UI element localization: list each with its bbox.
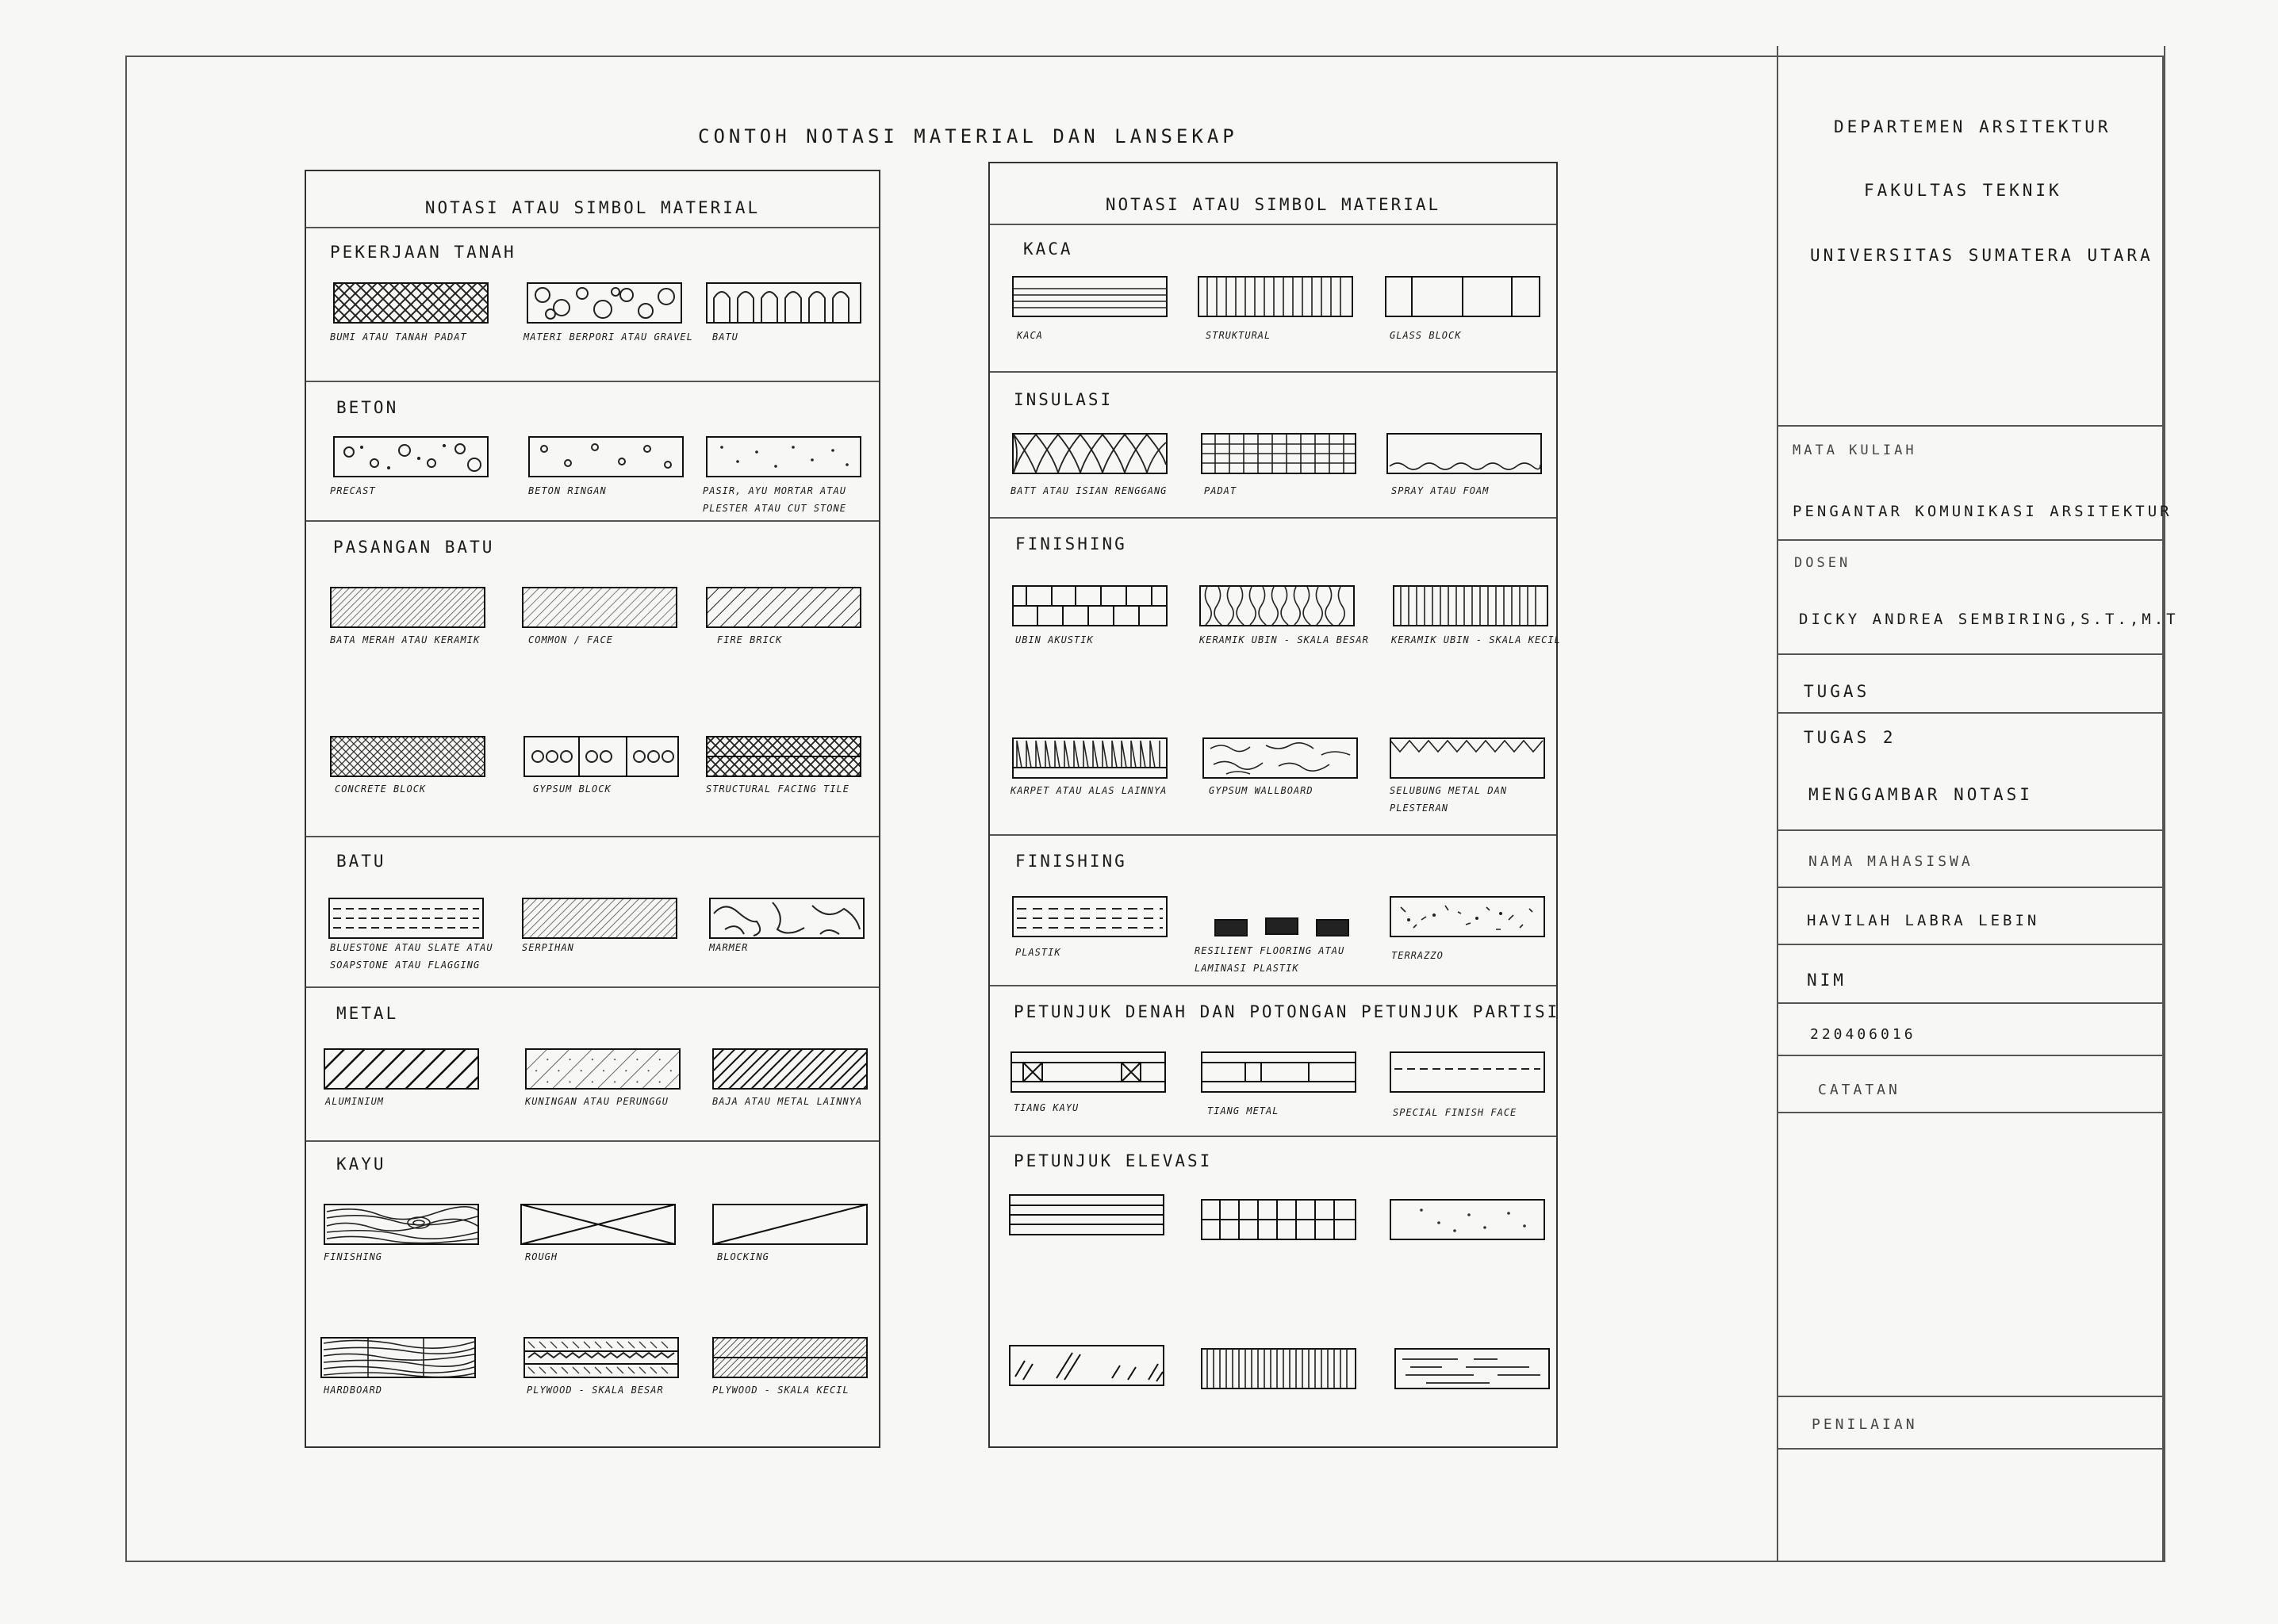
divider bbox=[306, 520, 879, 522]
notes-label: CATATAN bbox=[1818, 1082, 1900, 1098]
section-title-batu: BATU bbox=[336, 852, 386, 871]
university-name: UNIVERSITAS SUMATERA UTARA bbox=[1810, 246, 2153, 265]
swatch-kaca bbox=[1012, 276, 1168, 317]
divider bbox=[1778, 829, 2164, 831]
swatch-rough bbox=[520, 1204, 676, 1245]
swatch-gypsum-block bbox=[523, 736, 679, 777]
divider bbox=[990, 985, 1556, 986]
label-keramik-kecil: KERAMIK UBIN - SKALA KECIL bbox=[1391, 634, 1561, 645]
swatch-elevasi-4 bbox=[1009, 1345, 1164, 1386]
label-structural-facing-tile: STRUCTURAL FACING TILE bbox=[706, 783, 849, 795]
swatch-elevasi-5 bbox=[1201, 1348, 1356, 1389]
swatch-resilient bbox=[1199, 896, 1355, 937]
swatch-tiang-kayu bbox=[1011, 1051, 1166, 1093]
divider bbox=[306, 381, 879, 382]
label-keramik-besar: KERAMIK UBIN - SKALA BESAR bbox=[1199, 634, 1369, 645]
swatch-hardboard bbox=[320, 1337, 476, 1378]
divider bbox=[1778, 539, 2164, 541]
label-terrazzo: TERRAZZO bbox=[1391, 950, 1444, 961]
swatch-beton-ringan bbox=[528, 436, 684, 477]
label-beton-ringan: BETON RINGAN bbox=[528, 485, 607, 496]
label-special-finish: SPECIAL FINISH FACE bbox=[1393, 1107, 1517, 1118]
label-common-face: COMMON / FACE bbox=[528, 634, 613, 645]
swatch-bata-merah bbox=[330, 587, 485, 628]
title-block bbox=[1777, 46, 2179, 1562]
label-fire-brick: FIRE BRICK bbox=[717, 634, 783, 645]
swatch-plywood-kecil bbox=[712, 1337, 868, 1378]
nim-value: 220406016 bbox=[1810, 1026, 1916, 1043]
task-value: MENGGAMBAR NOTASI bbox=[1808, 785, 2033, 804]
label-plywood-kecil: PLYWOOD - SKALA KECIL bbox=[712, 1385, 849, 1396]
label-bumi-tanah-padat: BUMI ATAU TANAH PADAT bbox=[330, 331, 467, 343]
divider bbox=[1778, 1002, 2164, 1004]
label-resilient: RESILIENT FLOORING ATAU LAMINASI PLASTIK bbox=[1195, 945, 1345, 974]
label-concrete-block: CONCRETE BLOCK bbox=[335, 783, 427, 795]
label-kaca-struktural: STRUKTURAL bbox=[1206, 330, 1271, 341]
divider bbox=[1778, 944, 2164, 945]
divider bbox=[306, 227, 879, 228]
section-title-finishing: FINISHING bbox=[1015, 534, 1127, 553]
swatch-kuningan bbox=[525, 1048, 681, 1090]
course-value: PENGANTAR KOMUNIKASI ARSITEKTUR bbox=[1793, 503, 2173, 520]
swatch-bumi-tanah-padat bbox=[333, 282, 489, 324]
divider bbox=[306, 986, 879, 988]
label-bluestone: BLUESTONE ATAU SLATE ATAU SOAPSTONE ATAU FLAGGING bbox=[330, 942, 493, 971]
swatch-gypsum-wallboard bbox=[1202, 737, 1358, 779]
swatch-precast bbox=[333, 436, 489, 477]
swatch-elevasi-3 bbox=[1390, 1199, 1545, 1240]
label-plastik: PLASTIK bbox=[1015, 947, 1061, 958]
swatch-batu-tanah bbox=[706, 282, 861, 324]
swatch-aluminium bbox=[324, 1048, 479, 1090]
section-title-finishing-2: FINISHING bbox=[1015, 852, 1127, 871]
divider bbox=[990, 517, 1556, 519]
swatch-pasir-mortar bbox=[706, 436, 861, 477]
label-rough: ROUGH bbox=[525, 1251, 558, 1262]
label-tiang-metal: TIANG METAL bbox=[1207, 1105, 1279, 1116]
left-notation-table bbox=[305, 170, 880, 1448]
swatch-fire-brick bbox=[706, 587, 861, 628]
swatch-selubung-metal bbox=[1390, 737, 1545, 779]
faculty-name: FAKULTAS TEKNIK bbox=[1864, 181, 2062, 200]
grade-label: PENILAIAN bbox=[1812, 1416, 1918, 1433]
label-ubin-akustik: UBIN AKUSTIK bbox=[1015, 634, 1094, 645]
left-table-header: NOTASI ATAU SIMBOL MATERIAL bbox=[424, 198, 761, 217]
swatch-kaca-struktural bbox=[1198, 276, 1353, 317]
swatch-kayu-finishing bbox=[324, 1204, 479, 1245]
label-batu-tanah: BATU bbox=[712, 331, 738, 343]
swatch-keramik-kecil bbox=[1393, 585, 1548, 626]
right-notation-table bbox=[988, 162, 1561, 1448]
section-title-metal: METAL bbox=[336, 1004, 399, 1023]
divider bbox=[306, 836, 879, 837]
swatch-special-finish bbox=[1390, 1051, 1545, 1093]
label-insulasi-padat: PADAT bbox=[1204, 485, 1237, 496]
label-bata-merah: BATA MERAH ATAU KERAMIK bbox=[330, 634, 481, 645]
label-karpet: KARPET ATAU ALAS LAINNYA bbox=[1011, 785, 1168, 796]
divider bbox=[990, 834, 1556, 836]
student-label: NAMA MAHASISWA bbox=[1808, 853, 1973, 870]
swatch-karpet bbox=[1012, 737, 1168, 779]
swatch-spray-foam bbox=[1386, 433, 1542, 474]
section-title-kaca: KACA bbox=[1023, 239, 1073, 259]
swatch-batt bbox=[1012, 433, 1168, 474]
swatch-elevasi-6 bbox=[1394, 1348, 1550, 1389]
label-tiang-kayu: TIANG KAYU bbox=[1014, 1102, 1080, 1113]
swatch-common-face bbox=[522, 587, 677, 628]
label-spray-foam: SPRAY ATAU FOAM bbox=[1391, 485, 1490, 496]
task-label: TUGAS bbox=[1804, 682, 1870, 701]
section-title-petunjuk-denah: PETUNJUK DENAH DAN POTONGAN PETUNJUK PARTISI bbox=[1014, 1002, 1560, 1021]
swatch-bluestone bbox=[328, 898, 484, 939]
label-serpihan: SERPIHAN bbox=[522, 942, 574, 953]
right-table-header: NOTASI ATAU SIMBOL MATERIAL bbox=[1105, 195, 1441, 214]
section-title-insulasi: INSULASI bbox=[1014, 390, 1114, 409]
lecturer-label: DOSEN bbox=[1794, 555, 1851, 571]
label-gypsum-wallboard: GYPSUM WALLBOARD bbox=[1209, 785, 1313, 796]
label-aluminium: ALUMINIUM bbox=[325, 1096, 385, 1107]
label-kaca: KACA bbox=[1017, 330, 1043, 341]
divider bbox=[1778, 887, 2164, 888]
label-glass-block: GLASS BLOCK bbox=[1390, 330, 1462, 341]
divider bbox=[990, 224, 1556, 225]
student-value: HAVILAH LABRA LEBIN bbox=[1807, 912, 2040, 929]
divider bbox=[1778, 1112, 2164, 1113]
swatch-plywood-besar bbox=[523, 1337, 679, 1378]
swatch-terrazzo bbox=[1390, 896, 1545, 937]
label-plywood-besar: PLYWOOD - SKALA BESAR bbox=[527, 1385, 664, 1396]
label-gypsum-block: GYPSUM BLOCK bbox=[533, 783, 612, 795]
swatch-serpihan bbox=[522, 898, 677, 939]
swatch-plastik bbox=[1012, 896, 1168, 937]
divider bbox=[1778, 1396, 2164, 1397]
swatch-blocking bbox=[712, 1204, 868, 1245]
divider bbox=[990, 1136, 1556, 1137]
department-name: DEPARTEMEN ARSITEKTUR bbox=[1834, 117, 2111, 136]
label-kayu-finishing: FINISHING bbox=[324, 1251, 383, 1262]
divider bbox=[990, 371, 1556, 373]
label-gravel: MATERI BERPORI ATAU GRAVEL bbox=[523, 331, 693, 343]
label-marmer: MARMER bbox=[709, 942, 749, 953]
sheet-title: CONTOH NOTASI MATERIAL DAN LANSEKAP bbox=[698, 125, 1238, 147]
swatch-structural-facing-tile bbox=[706, 736, 861, 777]
section-title-pasangan-batu: PASANGAN BATU bbox=[333, 538, 495, 557]
label-precast: PRECAST bbox=[330, 485, 376, 496]
section-title-petunjuk-elevasi: PETUNJUK ELEVASI bbox=[1014, 1151, 1213, 1170]
divider bbox=[306, 1140, 879, 1142]
lecturer-value: DICKY ANDREA SEMBIRING,S.T.,M.T bbox=[1799, 611, 2179, 628]
swatch-gravel bbox=[527, 282, 682, 324]
section-title-kayu: KAYU bbox=[336, 1155, 386, 1174]
label-selubung-metal: SELUBUNG METAL DAN PLESTERAN bbox=[1390, 785, 1508, 814]
swatch-keramik-besar bbox=[1199, 585, 1355, 626]
swatch-insulasi-padat bbox=[1201, 433, 1356, 474]
swatch-concrete-block bbox=[330, 736, 485, 777]
swatch-ubin-akustik bbox=[1012, 585, 1168, 626]
label-hardboard: HARDBOARD bbox=[324, 1385, 383, 1396]
swatch-glass-block bbox=[1385, 276, 1540, 317]
label-pasir-mortar: PASIR, AYU MORTAR ATAU PLESTER ATAU CUT STONE bbox=[703, 485, 846, 514]
section-title-pekerjaan-tanah: PEKERJAAN TANAH bbox=[330, 243, 516, 262]
swatch-elevasi-1 bbox=[1009, 1194, 1164, 1235]
label-kuningan: KUNINGAN ATAU PERUNGGU bbox=[525, 1096, 669, 1107]
task-number: TUGAS 2 bbox=[1804, 728, 1896, 747]
nim-label: NIM bbox=[1807, 971, 1847, 990]
swatch-marmer bbox=[709, 898, 865, 939]
label-baja: BAJA ATAU METAL LAINNYA bbox=[712, 1096, 863, 1107]
divider bbox=[1778, 712, 2164, 714]
swatch-elevasi-2 bbox=[1201, 1199, 1356, 1240]
label-batt: BATT ATAU ISIAN RENGGANG bbox=[1011, 485, 1168, 496]
label-blocking: BLOCKING bbox=[717, 1251, 769, 1262]
divider bbox=[1778, 1055, 2164, 1056]
divider bbox=[1778, 653, 2164, 655]
divider bbox=[1778, 425, 2164, 427]
swatch-baja bbox=[712, 1048, 868, 1090]
section-title-beton: BETON bbox=[336, 398, 399, 417]
divider bbox=[1778, 1448, 2164, 1450]
swatch-tiang-metal bbox=[1201, 1051, 1356, 1093]
course-label: MATA KULIAH bbox=[1793, 442, 1917, 458]
